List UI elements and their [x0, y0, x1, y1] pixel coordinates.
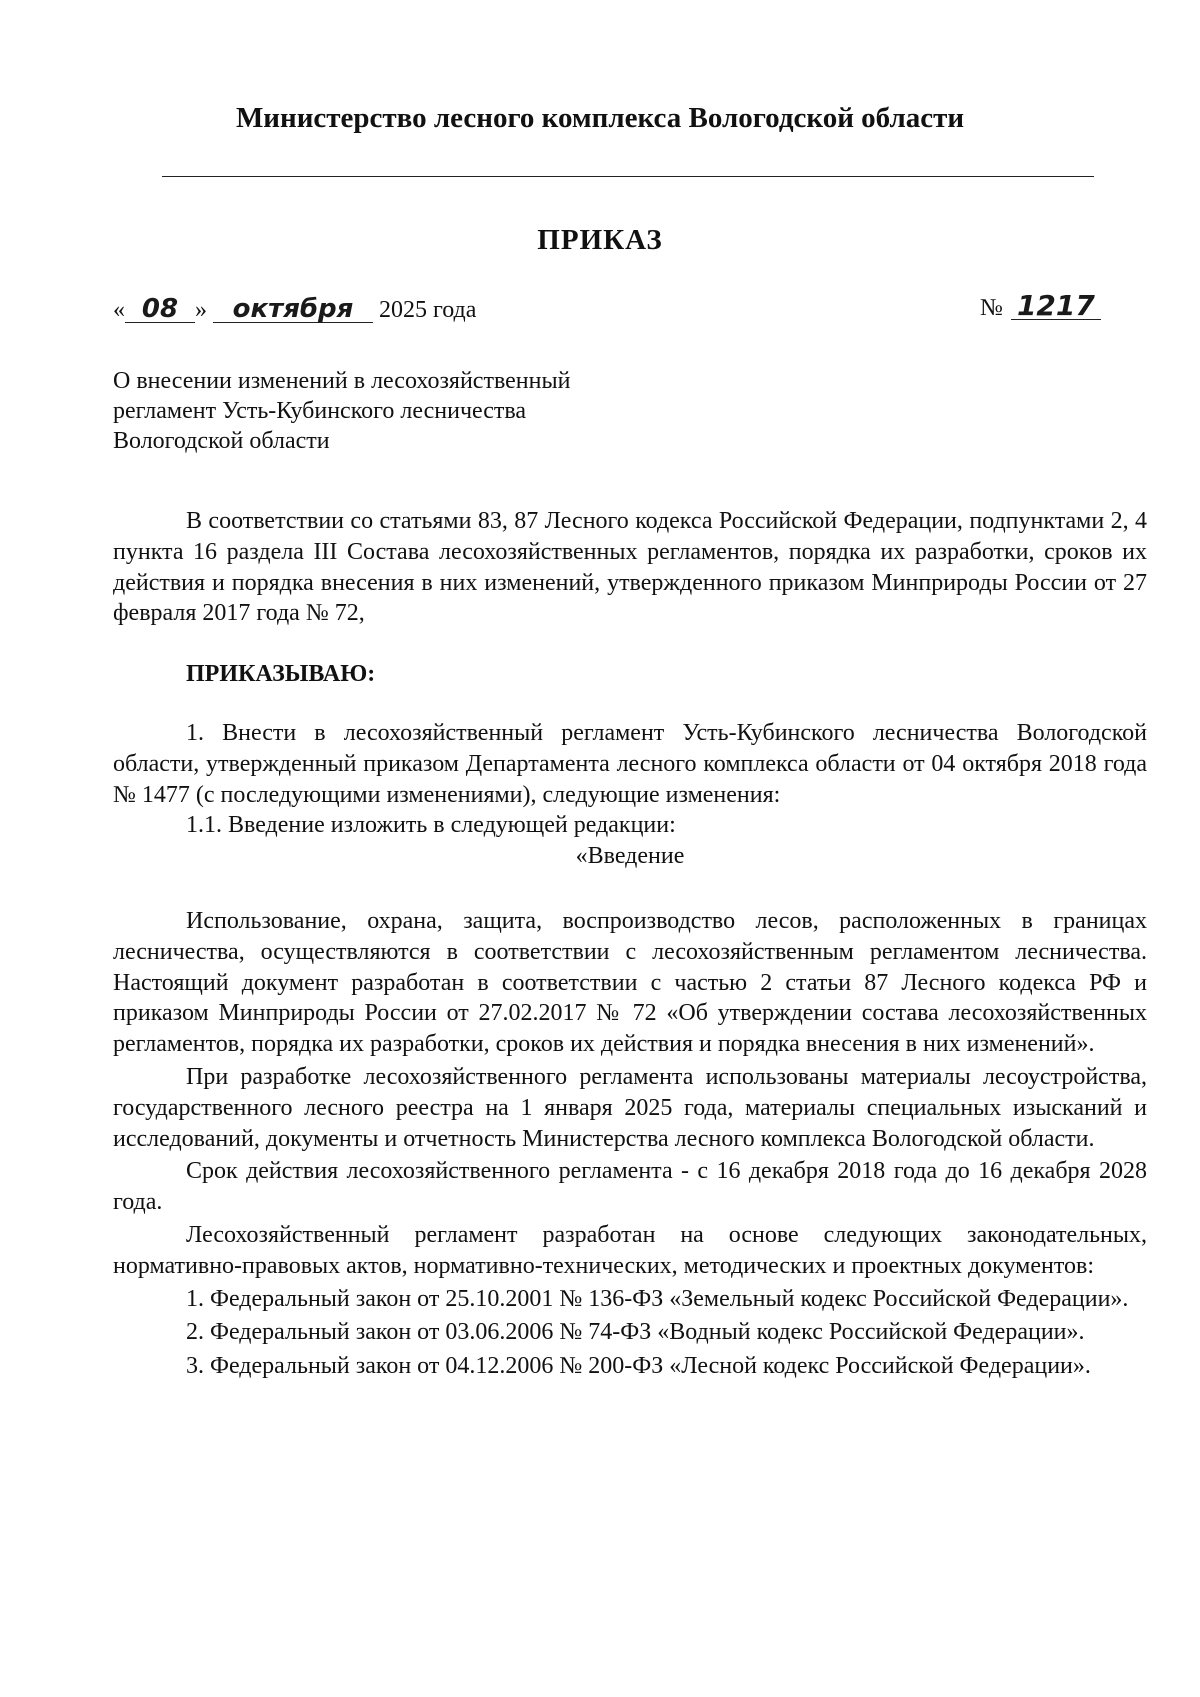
organization-name: Министерство лесного комплекса Вологодской области — [235, 102, 965, 134]
date-year: 2025 года — [379, 297, 477, 323]
intro-paragraph: Лесохозяйственный регламент разработан на основе следующих законодательных, нормативно-правовых актов, нормативно-технических, методических и проектных документов: — [113, 1221, 1147, 1279]
order-body — [113, 506, 1147, 1382]
preamble-paragraph: В соответствии со статьями 83, 87 Лесного кодекса Российской Федерации, подпунктами 2, 4 пункта 16 раздела III Состава лесохозяйственных регламентов, порядка их разработки, сроков их действия и порядка внесения в них изменений, утвержденного приказом Минприроды России от 27 февраля 2017 года № 72, — [113, 508, 1147, 627]
introduction-title: «Введение — [575, 843, 685, 870]
intro-paragraph: Срок действия лесохозяйственного регламента - с 16 декабря 2018 года до 16 декабря 2028 года. — [113, 1158, 1147, 1216]
order-number-line — [980, 289, 1101, 322]
item-1-1-paragraph: 1.1. Введение изложить в следующей редакции: — [186, 812, 676, 839]
date-open-quote: « — [113, 297, 125, 323]
subject-line: Вологодской области — [113, 428, 330, 454]
order-heading: ПРИКАЗЫВАЮ: — [186, 661, 376, 688]
source-list-item: 1. Федеральный закон от 25.10.2001 № 136-ФЗ «Земельный кодекс Российской Федерации». — [186, 1285, 1129, 1312]
document-type-title: ПРИКАЗ — [537, 224, 663, 256]
subject-line: О внесении изменений в лесохозяйственный — [113, 368, 571, 394]
order-subject — [113, 366, 570, 456]
intro-paragraph: При разработке лесохозяйственного регламента использованы материалы лесоустройства, государственного лесного реестра на 1 января 2025 года, материалы специальных изысканий и исследований, документы и отчетность Министерства лесного комплекса Вологодской области. — [113, 1063, 1147, 1152]
header-divider — [162, 176, 1094, 177]
number-sign: № — [980, 295, 1003, 321]
date-close-quote: » — [195, 297, 207, 323]
handwritten-month: октября — [213, 296, 373, 323]
item-1-paragraph: 1. Внести в лесохозяйственный регламент Усть-Кубинского лесничества Вологодской области, утвержденный приказом Департамента лесного комплекса области от 04 октября 2018 года № 1477 (с последующими изменениями), следующие изменения: — [113, 719, 1147, 808]
handwritten-day: 08 — [125, 296, 195, 323]
intro-paragraph: Использование, охрана, защита, воспроизводство лесов, расположенных в границах лесничества, осуществляются в соответствии с лесохозяйственным регламентом лесничества. Настоящий документ разработан в соответствии с частью 2 статьи 87 Лесного кодекса РФ и приказом Минприроды России от 27.02.2017 № 72 «Об утверждении состава лесохозяйственных регламентов, порядка их разработки, сроков их действия и порядка внесения в них изменений». — [113, 907, 1147, 1058]
source-list-item: 3. Федеральный закон от 04.12.2006 № 200-ФЗ «Лесной кодекс Российской Федерации». — [186, 1352, 1091, 1379]
subject-line: регламент Усть-Кубинского лесничества — [113, 398, 527, 424]
source-list-item: 2. Федеральный закон от 03.06.2006 № 74-ФЗ «Водный кодекс Российской Федерации». — [186, 1319, 1085, 1346]
handwritten-order-number: 1217 — [1011, 293, 1101, 320]
date-line — [113, 296, 476, 324]
